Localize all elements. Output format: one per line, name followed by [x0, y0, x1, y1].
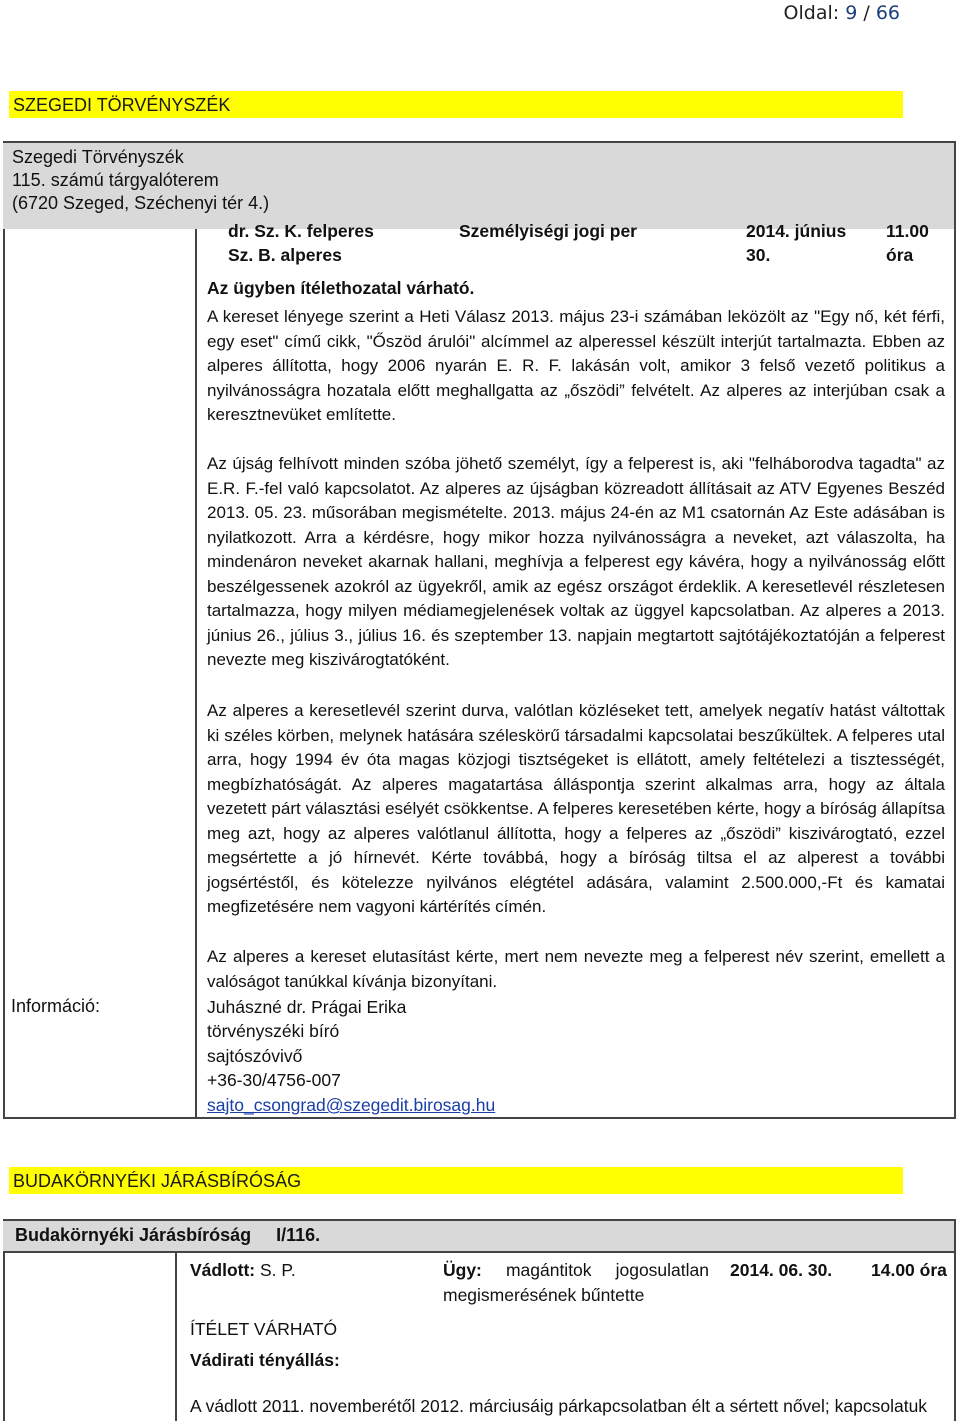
court-heading-budakornyek: BUDAKÖRNYÉKI JÁRÁSBÍRÓSÁG [9, 1167, 903, 1194]
contact-name: Juhászné dr. Prágai Erika [207, 997, 407, 1017]
case-value: magántitok jogosulatlan megismerésének bűntette [443, 1260, 714, 1305]
table-border-right [954, 141, 956, 1119]
case-paragraph: Az alperes a keresetlevél szerint durva, valótlan közléseket tett, amelyek negatív hatást váltottak ki széles körben, melynek hatására széleskörű társadalmi kapcsolatai beszűkültek. A felperes utal arra, hogy 1994 év óta magas közjogi tisztségeket is ellátott, amely feltételezi a tisztességét, megbízhatóságát. Az alperes magatartása álláspontja szerint alkalmas arra, hogy az általa vezetett párt választási esélyét csökkentse. A felperes keresetében kérte, hogy a bíróság állapítsa meg azt, hogy az alperes valótlanul állította, hogy a felperes az „őszödi” kiszivárogtató, ezzel megsértette a jó hírnevét. Kérte továbbá, hogy a bíróság tiltsa el az alperest a további jogsértéstől, és kötelezze nyilvános elégtétel adására, valamint 2.500.000,-Ft és kamatai megfizetésére nem vagyoni kártérítés címén. [207, 701, 945, 916]
case-paragraph: Az újság felhívott minden szóba jöhető személyt, így a felperest is, aki "felháborodva tagadta" az E.R. F.-fel való kapcsolatot. Az alperes az újságban közreadott állításait az ATV Egyenes Beszéd 2013. 05. 23. műsorában megismételte. 2013. május 24-én az M1 csatornán Az Este adásában is nyilatkozott. Arra a kérdésre, hogy mikor hozza nyilvánosságra a neveket, azt válaszolta, ha mindenáron neveket akarnak hallani, meghívja a felperest egy kávéra, hogy a nyilvánosság előtt beszélgessenek azokról az ügyekről, amik az egész országot érdeklik. A keresetlevél részletesen tartalmazza, hogy milyen médiamegjelenések voltak az üggyel kapcsolatban. Az alperes a 2013. június 26., július 3., július 16. és szeptember 13. napjain megtartott sajtótájékoztatóján a felperest nevezte meg kiszivárogtatóként. [207, 454, 945, 669]
table-border-left [3, 229, 5, 1119]
table-divider [175, 1253, 177, 1421]
contact-role: sajtószóvivő [207, 1046, 303, 1066]
contact-role: törvényszéki bíró [207, 1021, 340, 1041]
court-heading-szeged: SZEGEDI TÖRVÉNYSZÉK [9, 91, 903, 118]
case-label: Ügy: [443, 1260, 482, 1280]
email-link[interactable]: sajto_csongrad@szegedit.birosag.hu [207, 1095, 496, 1115]
courtroom-header [3, 1219, 956, 1253]
case-paragraph: A kereset lényege szerint a Heti Válasz 2013. május 23-i számában leközölt az "Egy nő, két férfi, egy eset" című cikk, "Őszöd árulói" alcímmel az alperessel készült interjút tartalmazta. Ebben az alperes állította, hogy 2006 nyarán E. R. F. lakásán volt, amikor 3 felső vezető politikus a nyilvánosságra hozatala előtt meghallgatta az „őszödi” felvételt. Az alperes az interjúban csak a keresztnevüket említette. [207, 307, 945, 424]
address-line: Szegedi Törvényszék [12, 147, 184, 167]
contact-phone: +36-30/4756-007 [207, 1070, 341, 1090]
contact-email [207, 1093, 495, 1118]
table-divider [195, 229, 197, 1119]
page-label: Oldal: [783, 2, 840, 24]
page-current: 9 [845, 2, 858, 24]
court-address-block [3, 141, 956, 229]
hearing-time: 14.00 óra [871, 1260, 947, 1280]
page-total: 66 [875, 2, 900, 24]
facts-text: A vádlott 2011. novemberétől 2012. márciusáig párkapcsolatban élt a sértett nővel; kapcsolatuk [190, 1396, 928, 1416]
case-type: Személyiségi jogi per [459, 221, 637, 241]
page-number [784, 2, 900, 24]
table-border-left [3, 1253, 5, 1421]
expected-outcome: Az ügyben ítélethozatal várható. [207, 278, 475, 298]
table-border-right [954, 1219, 956, 1421]
address-line: (6720 Szeged, Széchenyi tér 4.) [12, 193, 270, 213]
case-paragraph: Az alperes a kereset elutasítást kérte, mert nem nevezte meg a felperest név szerint, emellett a valóságot tanúkkal kívánja bizonyítani. [207, 947, 945, 991]
hearing-date: 2014. június [746, 221, 847, 241]
verdict-expected: ÍTÉLET VÁRHATÓ [190, 1319, 338, 1339]
hearing-date-day: 30. [746, 245, 771, 265]
defendant [190, 1258, 296, 1283]
party-plaintiff: dr. Sz. K. felperes [228, 221, 374, 241]
address-line: 115. számú tárgyalóterem [12, 170, 219, 190]
party-defendant: Sz. B. alperes [228, 245, 342, 265]
defendant-value: S. P. [255, 1260, 296, 1280]
courtroom-label: Budakörnyéki Járásbíróság I/116. [15, 1225, 321, 1245]
hearing-time-unit: óra [886, 245, 914, 265]
hearing-date: 2014. 06. 30. [730, 1260, 833, 1280]
hearing-time: 11.00 [886, 221, 929, 241]
facts-label: Vádirati tényállás: [190, 1350, 340, 1370]
info-label: Információ: [11, 996, 101, 1016]
page-separator: / [863, 2, 870, 24]
case-subject [443, 1258, 714, 1307]
defendant-label: Vádlott: [190, 1260, 256, 1280]
